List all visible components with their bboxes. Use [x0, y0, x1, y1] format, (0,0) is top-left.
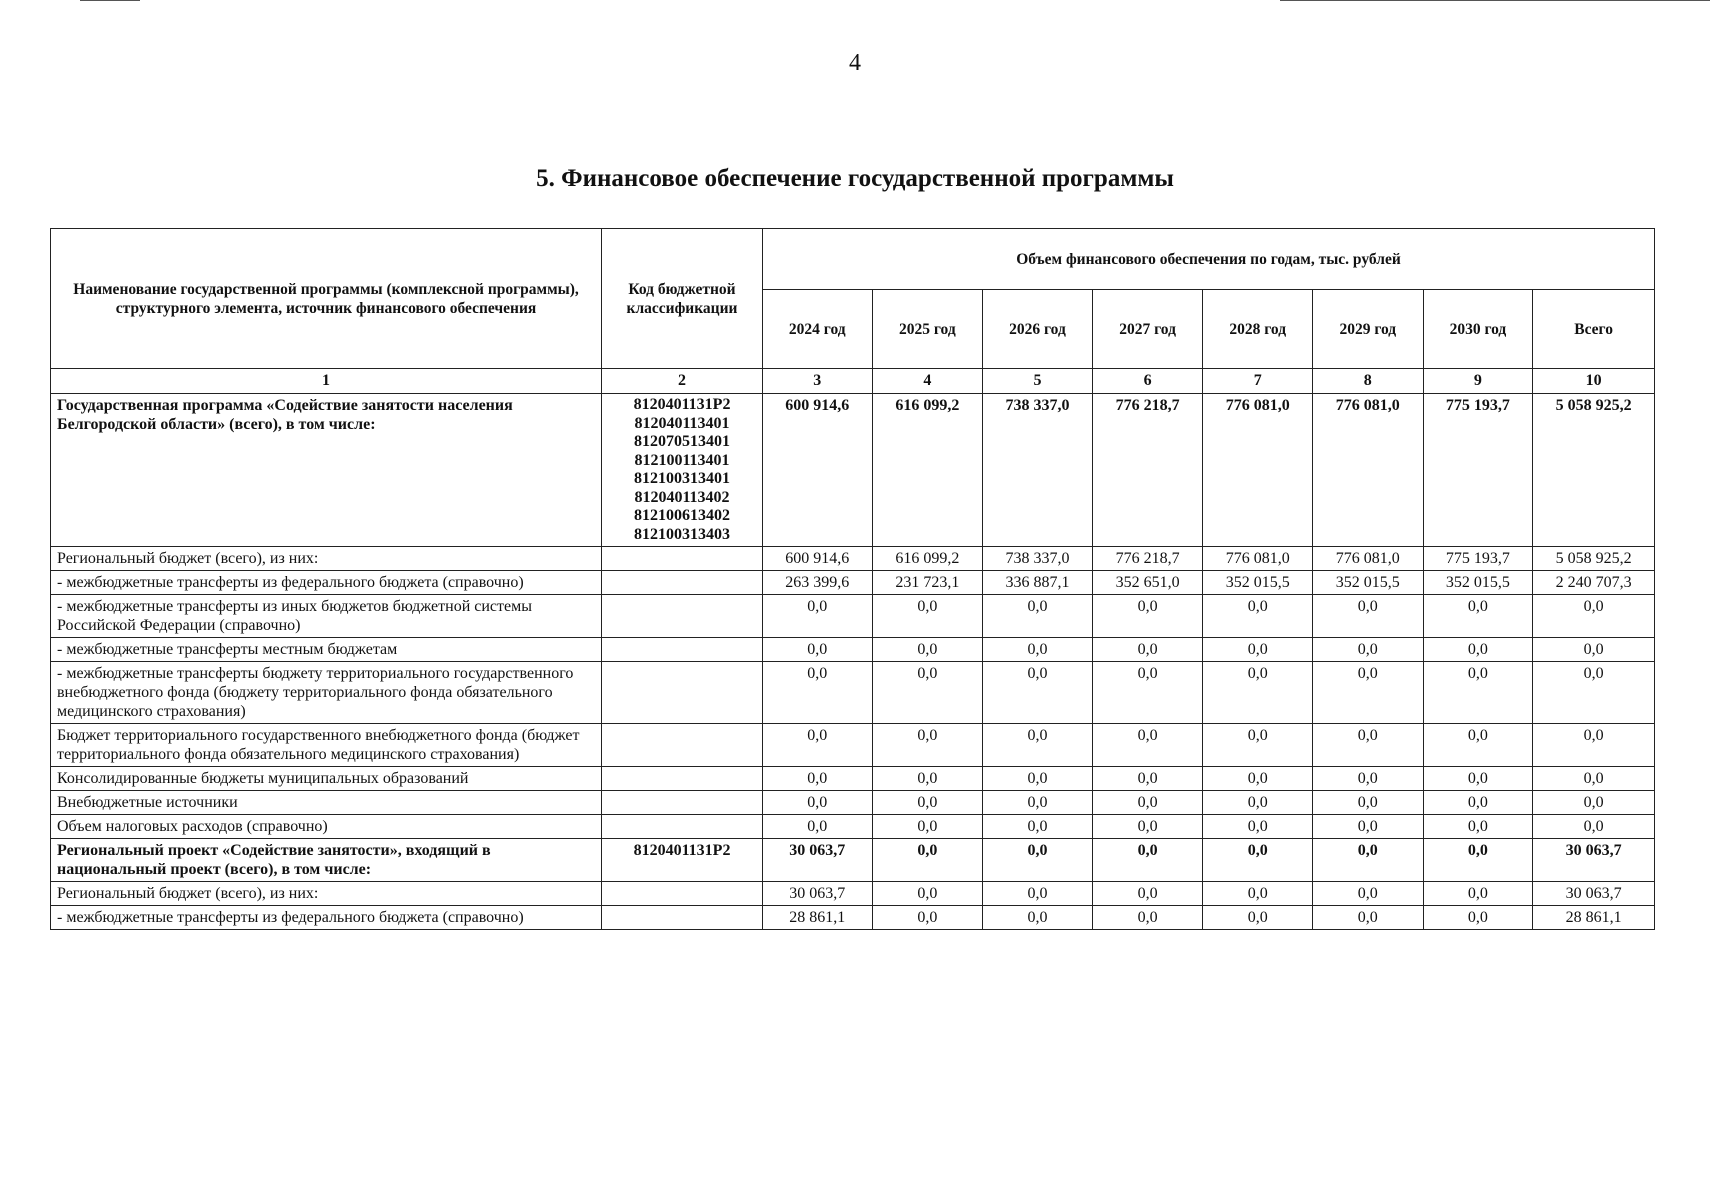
value-cell: 0,0 [872, 815, 983, 839]
value-cell: 0,0 [1423, 767, 1533, 791]
header-year: 2030 год [1423, 290, 1533, 369]
budget-code: 812100613402 [634, 507, 730, 524]
column-number: 9 [1423, 369, 1533, 394]
value-cell: 600 914,6 [762, 394, 872, 547]
value-cell: 616 099,2 [872, 547, 983, 571]
value-cell: 0,0 [1203, 882, 1313, 906]
header-name: Наименование государственной программы (комплексной программы), структурного элемента, источник финансового обеспечения [51, 229, 602, 369]
total-cell: 30 063,7 [1533, 882, 1655, 906]
row-name: - межбюджетные трансферты из федерального бюджета (справочно) [51, 906, 602, 930]
value-cell: 738 337,0 [983, 394, 1093, 547]
table-row [51, 767, 1655, 791]
value-cell: 0,0 [1203, 638, 1313, 662]
value-cell: 0,0 [1203, 839, 1313, 882]
value-cell: 0,0 [1313, 839, 1424, 882]
table-row [51, 724, 1655, 767]
budget-code: 812100313401 [634, 470, 730, 487]
value-cell: 0,0 [1092, 815, 1203, 839]
value-cell: 0,0 [1203, 767, 1313, 791]
row-code: 8120401131Р2 [602, 839, 763, 882]
value-cell: 0,0 [1203, 595, 1313, 638]
column-number: 4 [872, 369, 983, 394]
program-name: Государственная программа «Содействие занятости населения Белгородской области» (всего), в том числе: [51, 394, 602, 547]
row-name: Бюджет территориального государственного внебюджетного фонда (бюджет территориального фонда обязательного медицинского страхования) [51, 724, 602, 767]
row-name: - межбюджетные трансферты местным бюджетам [51, 638, 602, 662]
value-cell: 0,0 [1423, 791, 1533, 815]
row-code [602, 767, 763, 791]
value-cell: 0,0 [1203, 662, 1313, 724]
table-row [51, 815, 1655, 839]
budget-code: 812100313403 [634, 525, 730, 543]
scan-mark-top-right [1280, 0, 1710, 1]
value-cell: 0,0 [762, 595, 872, 638]
total-cell: 0,0 [1533, 595, 1655, 638]
value-cell: 0,0 [872, 595, 983, 638]
total-cell: 28 861,1 [1533, 906, 1655, 930]
program-row [51, 394, 1655, 547]
table-row [51, 638, 1655, 662]
value-cell: 0,0 [1423, 595, 1533, 638]
value-cell: 0,0 [762, 724, 872, 767]
row-code [602, 906, 763, 930]
table-row [51, 839, 1655, 882]
value-cell: 30 063,7 [762, 882, 872, 906]
value-cell: 0,0 [983, 724, 1093, 767]
value-cell: 775 193,7 [1423, 547, 1533, 571]
value-cell: 0,0 [1092, 595, 1203, 638]
value-cell: 30 063,7 [762, 839, 872, 882]
value-cell: 0,0 [1313, 638, 1424, 662]
total-cell: 30 063,7 [1533, 839, 1655, 882]
row-name: Консолидированные бюджеты муниципальных образований [51, 767, 602, 791]
value-cell: 776 081,0 [1203, 394, 1313, 547]
value-cell: 0,0 [1313, 724, 1424, 767]
table-row [51, 662, 1655, 724]
row-code [602, 638, 763, 662]
value-cell: 0,0 [1092, 839, 1203, 882]
header-year: 2024 год [762, 290, 872, 369]
total-cell: 5 058 925,2 [1533, 394, 1655, 547]
value-cell: 616 099,2 [872, 394, 983, 547]
value-cell: 0,0 [1092, 882, 1203, 906]
row-name: Внебюджетные источники [51, 791, 602, 815]
table-row [51, 595, 1655, 638]
value-cell: 776 081,0 [1203, 547, 1313, 571]
value-cell: 0,0 [1092, 662, 1203, 724]
header-year: 2028 год [1203, 290, 1313, 369]
value-cell: 0,0 [983, 595, 1093, 638]
value-cell: 0,0 [1423, 724, 1533, 767]
column-number: 8 [1313, 369, 1424, 394]
total-cell: 0,0 [1533, 791, 1655, 815]
row-name: Региональный бюджет (всего), из них: [51, 547, 602, 571]
document-title: 5. Финансовое обеспечение государственной программы [536, 165, 1174, 192]
value-cell: 0,0 [872, 791, 983, 815]
value-cell: 0,0 [1203, 815, 1313, 839]
value-cell: 0,0 [983, 638, 1093, 662]
value-cell: 336 887,1 [983, 571, 1093, 595]
value-cell: 0,0 [872, 662, 983, 724]
header-code: Код бюджетной классификации [602, 229, 763, 369]
value-cell: 0,0 [1423, 662, 1533, 724]
column-number: 6 [1092, 369, 1203, 394]
value-cell: 0,0 [872, 906, 983, 930]
header-total: Всего [1533, 290, 1655, 369]
value-cell: 0,0 [1092, 638, 1203, 662]
row-code [602, 882, 763, 906]
value-cell: 0,0 [872, 882, 983, 906]
value-cell: 0,0 [762, 638, 872, 662]
value-cell: 775 193,7 [1423, 394, 1533, 547]
table-row [51, 571, 1655, 595]
value-cell: 776 218,7 [1092, 394, 1203, 547]
program-codes [602, 394, 763, 547]
column-number: 5 [983, 369, 1093, 394]
value-cell: 352 015,5 [1423, 571, 1533, 595]
value-cell: 0,0 [1313, 662, 1424, 724]
value-cell: 0,0 [1423, 882, 1533, 906]
column-number: 1 [51, 369, 602, 394]
total-cell: 0,0 [1533, 815, 1655, 839]
value-cell: 231 723,1 [872, 571, 983, 595]
value-cell: 352 015,5 [1203, 571, 1313, 595]
value-cell: 0,0 [762, 662, 872, 724]
value-cell: 776 218,7 [1092, 547, 1203, 571]
table-row [51, 906, 1655, 930]
budget-code: 8120401131Р2 [633, 396, 731, 413]
value-cell: 0,0 [1092, 724, 1203, 767]
value-cell: 600 914,6 [762, 547, 872, 571]
row-code [602, 724, 763, 767]
table-row [51, 882, 1655, 906]
value-cell: 776 081,0 [1313, 394, 1424, 547]
budget-code: 812040113402 [634, 488, 730, 506]
column-number: 2 [602, 369, 763, 394]
value-cell: 0,0 [1203, 724, 1313, 767]
column-number-row [51, 369, 1655, 394]
column-number: 3 [762, 369, 872, 394]
budget-code: 812100113401 [634, 451, 730, 469]
value-cell: 0,0 [1313, 906, 1424, 930]
value-cell: 0,0 [1423, 638, 1533, 662]
value-cell: 0,0 [1203, 791, 1313, 815]
table-row [51, 791, 1655, 815]
value-cell: 0,0 [762, 791, 872, 815]
header-year: 2026 год [983, 290, 1093, 369]
value-cell: 776 081,0 [1313, 547, 1424, 571]
value-cell: 352 651,0 [1092, 571, 1203, 595]
header-year: 2025 год [872, 290, 983, 369]
row-name: Региональный проект «Содействие занятости», входящий в национальный проект (всего), в том числе: [51, 839, 602, 882]
value-cell: 0,0 [1092, 791, 1203, 815]
total-cell: 5 058 925,2 [1533, 547, 1655, 571]
row-code [602, 662, 763, 724]
value-cell: 0,0 [1203, 906, 1313, 930]
budget-code: 812070513401 [634, 433, 730, 450]
value-cell: 0,0 [762, 815, 872, 839]
row-code [602, 791, 763, 815]
total-cell: 0,0 [1533, 638, 1655, 662]
value-cell: 0,0 [1313, 595, 1424, 638]
row-name: - межбюджетные трансферты бюджету территориального государственного внебюджетного фонда (бюджету территориального фонда обязательного медицинского страхования) [51, 662, 602, 724]
value-cell: 0,0 [872, 638, 983, 662]
value-cell: 0,0 [1313, 815, 1424, 839]
value-cell: 0,0 [1092, 906, 1203, 930]
value-cell: 0,0 [1423, 906, 1533, 930]
value-cell: 0,0 [983, 906, 1093, 930]
header-year: 2029 год [1313, 290, 1424, 369]
value-cell: 0,0 [983, 839, 1093, 882]
scan-mark-top-left [80, 0, 140, 1]
table-row [51, 547, 1655, 571]
value-cell: 0,0 [1423, 839, 1533, 882]
value-cell: 0,0 [872, 767, 983, 791]
budget-code: 812040113401 [634, 414, 730, 432]
column-number: 7 [1203, 369, 1313, 394]
header-year: 2027 год [1092, 290, 1203, 369]
row-name: Объем налоговых расходов (справочно) [51, 815, 602, 839]
value-cell: 0,0 [983, 815, 1093, 839]
total-cell: 0,0 [1533, 724, 1655, 767]
value-cell: 0,0 [762, 767, 872, 791]
value-cell: 0,0 [983, 791, 1093, 815]
value-cell: 263 399,6 [762, 571, 872, 595]
value-cell: 738 337,0 [983, 547, 1093, 571]
total-cell: 2 240 707,3 [1533, 571, 1655, 595]
header-volume: Объем финансового обеспечения по годам, тыс. рублей [762, 229, 1654, 290]
value-cell: 0,0 [1092, 767, 1203, 791]
value-cell: 0,0 [983, 662, 1093, 724]
row-name: - межбюджетные трансферты из иных бюджетов бюджетной системы Российской Федерации (справочно) [51, 595, 602, 638]
financing-table [50, 228, 1655, 930]
value-cell: 0,0 [1313, 882, 1424, 906]
row-name: - межбюджетные трансферты из федерального бюджета (справочно) [51, 571, 602, 595]
value-cell: 0,0 [872, 724, 983, 767]
column-number: 10 [1533, 369, 1655, 394]
row-code [602, 571, 763, 595]
value-cell: 28 861,1 [762, 906, 872, 930]
total-cell: 0,0 [1533, 767, 1655, 791]
row-code [602, 815, 763, 839]
value-cell: 352 015,5 [1313, 571, 1424, 595]
value-cell: 0,0 [872, 839, 983, 882]
row-name: Региональный бюджет (всего), из них: [51, 882, 602, 906]
page-number: 4 [849, 50, 861, 76]
value-cell: 0,0 [1313, 791, 1424, 815]
value-cell: 0,0 [1423, 815, 1533, 839]
row-code [602, 547, 763, 571]
value-cell: 0,0 [1313, 767, 1424, 791]
value-cell: 0,0 [983, 767, 1093, 791]
value-cell: 0,0 [983, 882, 1093, 906]
total-cell: 0,0 [1533, 662, 1655, 724]
row-code [602, 595, 763, 638]
